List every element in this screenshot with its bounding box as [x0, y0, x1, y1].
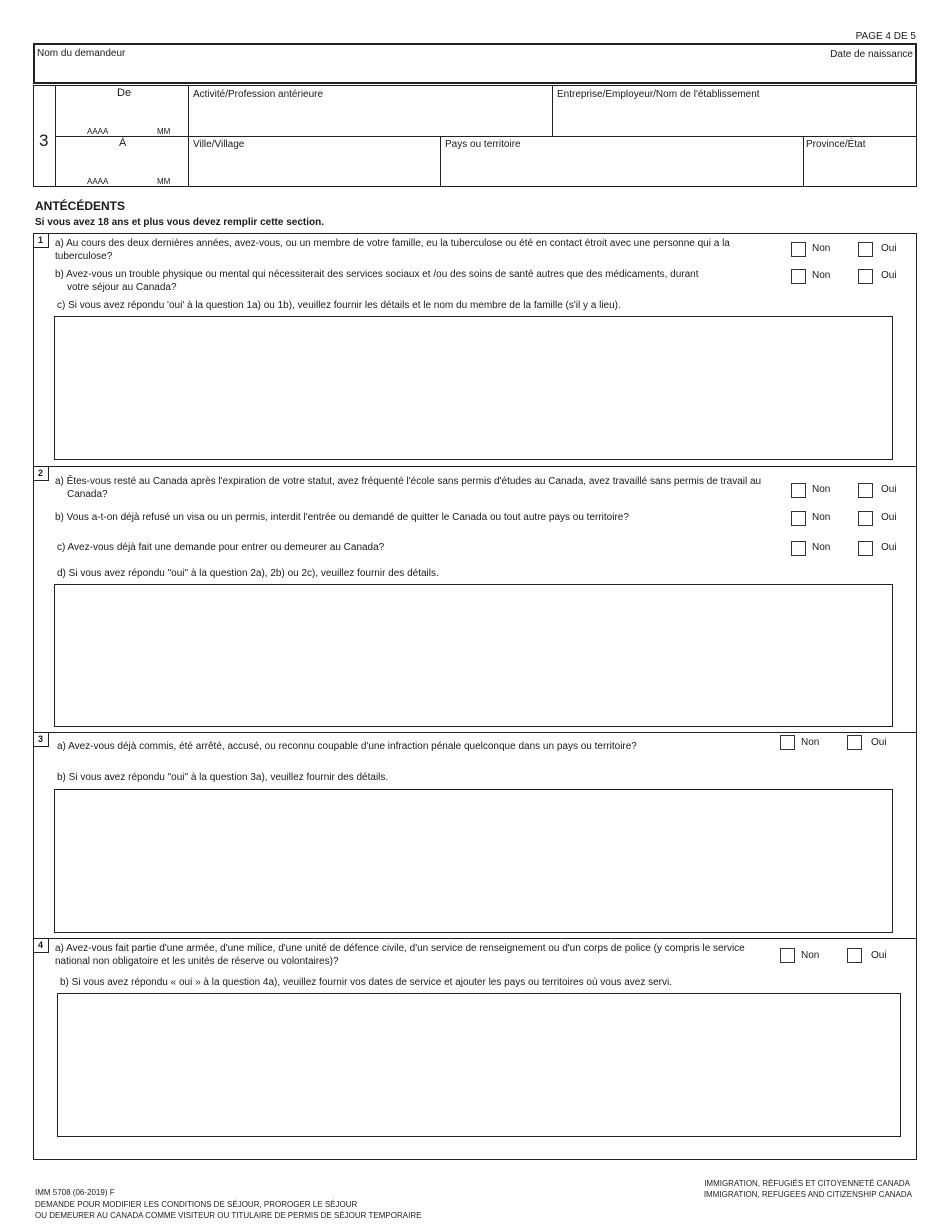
applicant-header-box	[33, 43, 917, 84]
q2c-no-checkbox[interactable]	[791, 541, 806, 556]
form-title-line1: DEMANDE POUR MODIFIER LES CONDITIONS DE SÉJOUR, PROROGER LE SÉJOUR	[35, 1200, 358, 1209]
question-1c-text: c) Si vous avez répondu 'oui' à la question 1a) ou 1b), veuillez fournir les détails et le nom du membre de la famille (s'il y a lieu).	[57, 300, 621, 311]
question-4b-text: b) Si vous avez répondu « oui » à la question 4a), veuillez fournir vos dates de service et ajouter les pays ou territoires où vous avez servi.	[60, 977, 672, 988]
q3a-no-label: Non	[801, 737, 820, 748]
q4a-no-checkbox[interactable]	[780, 948, 795, 963]
country-label: Pays ou territoire	[445, 139, 521, 150]
section-title: ANTÉCÉDENTS	[35, 199, 126, 213]
q1-details-textarea[interactable]	[54, 316, 893, 460]
q2b-yes-checkbox[interactable]	[858, 511, 873, 526]
q2a-yes-checkbox[interactable]	[858, 483, 873, 498]
section-subtitle: Si vous avez 18 ans et plus vous devez remplir cette section.	[35, 217, 325, 228]
to-date-input[interactable]	[56, 150, 187, 176]
q2c-yes-label: Oui	[881, 542, 897, 553]
q2c-no-label: Non	[812, 542, 831, 553]
question-2a-text: a) Êtes-vous resté au Canada après l'expiration de votre statut, avez fréquenté l'école sans permis d'études au Canada, avez travaillé sans permis de travail au	[55, 476, 762, 487]
form-title-line2: OU DEMEURER AU CANADA COMME VISITEUR OU TITULAIRE DE PERMIS DE SÉJOUR TEMPORAIRE	[35, 1211, 422, 1220]
city-input[interactable]	[190, 152, 438, 185]
from-date-input[interactable]	[56, 100, 187, 126]
q2a-yes-label: Oui	[881, 484, 897, 495]
question-3-number: 3	[34, 733, 49, 747]
q2b-no-label: Non	[812, 512, 831, 523]
activity-input[interactable]	[190, 102, 550, 134]
page-number: PAGE 4 DE 5	[855, 31, 916, 42]
question-2-number: 2	[34, 467, 49, 481]
q2b-yes-label: Oui	[881, 512, 897, 523]
question-1a-text-cont: tuberculose?	[55, 251, 113, 262]
to-year-label: AAAA	[87, 177, 109, 186]
question-2d-text: d) Si vous avez répondu "oui" à la question 2a), 2b) ou 2c), veuillez fournir des détails.	[57, 568, 439, 579]
date-of-birth-label: Date de naissance	[830, 49, 913, 60]
q1a-yes-label: Oui	[881, 243, 897, 254]
q1b-no-label: Non	[812, 270, 831, 281]
from-month-label: MM	[157, 127, 171, 136]
question-4a-text-cont: national non obligatoire et les unités de réserve ou volontaires)?	[55, 956, 339, 967]
country-input[interactable]	[442, 152, 801, 185]
q1a-no-checkbox[interactable]	[791, 242, 806, 257]
department-name-fr: IMMIGRATION, RÉFUGIÉS ET CITOYENNETÉ CANADA	[704, 1179, 910, 1188]
province-input[interactable]	[805, 152, 915, 185]
question-3a-text: a) Avez-vous déjà commis, été arrêté, accusé, ou reconnu coupable d'une infraction pénale quelconque dans un pays ou territoire?	[57, 741, 637, 752]
q1a-yes-checkbox[interactable]	[858, 242, 873, 257]
q1b-yes-label: Oui	[881, 270, 897, 281]
q2a-no-checkbox[interactable]	[791, 483, 806, 498]
q3a-yes-label: Oui	[871, 737, 887, 748]
q2-details-textarea[interactable]	[54, 584, 893, 727]
activity-label: Activité/Profession antérieure	[193, 89, 324, 100]
question-2b-text: b) Vous a-t-on déjà refusé un visa ou un permis, interdit l'entrée ou demandé de quitter le Canada ou tout autre pays ou territoire?	[55, 512, 629, 523]
question-4-number: 4	[34, 939, 49, 953]
question-1a-text: a) Au cours des deux dernières années, avez-vous, ou un membre de votre famille, eu la tuberculose ou été en contact étroit avec une personne qui a la	[55, 238, 730, 249]
to-month-label: MM	[157, 177, 171, 186]
q3a-no-checkbox[interactable]	[780, 735, 795, 750]
employer-label: Entreprise/Employeur/Nom de l'établissement	[557, 89, 760, 100]
question-2a-text-cont: Canada?	[67, 489, 108, 500]
q4-details-textarea[interactable]	[57, 993, 901, 1137]
q1b-no-checkbox[interactable]	[791, 269, 806, 284]
question-1-number: 1	[34, 234, 49, 248]
q3-details-textarea[interactable]	[54, 789, 893, 933]
from-label: De	[117, 87, 132, 99]
q4a-yes-checkbox[interactable]	[847, 948, 862, 963]
q4a-yes-label: Oui	[871, 950, 887, 961]
question-1b-text-cont: votre séjour au Canada?	[67, 282, 177, 293]
from-year-label: AAAA	[87, 127, 109, 136]
question-4a-text: a) Avez-vous fait partie d'une armée, d'une milice, d'une unité de défence civile, d'un service de renseignement ou d'un corps de police (y compris le service	[55, 943, 745, 954]
row-number: 3	[39, 131, 49, 150]
question-2c-text: c) Avez-vous déjà fait une demande pour entrer ou demeurer au Canada?	[57, 542, 385, 553]
city-label: Ville/Village	[193, 139, 245, 150]
q2b-no-checkbox[interactable]	[791, 511, 806, 526]
q3a-yes-checkbox[interactable]	[847, 735, 862, 750]
to-label: À	[119, 137, 127, 149]
q4a-no-label: Non	[801, 950, 820, 961]
question-1b-text: b) Avez-vous un trouble physique ou mental qui nécessiterait des services sociaux et /ou des soins de santé autres que des médicaments, durant	[55, 269, 699, 280]
q1b-yes-checkbox[interactable]	[858, 269, 873, 284]
province-label: Province/État	[806, 139, 866, 150]
department-name-en: IMMIGRATION, REFUGEES AND CITIZENSHIP CANADA	[703, 1190, 912, 1199]
form-id: IMM 5708 (06-2019) F	[35, 1188, 115, 1197]
employer-input[interactable]	[554, 102, 914, 134]
q2c-yes-checkbox[interactable]	[858, 541, 873, 556]
q1a-no-label: Non	[812, 243, 831, 254]
applicant-name-label: Nom du demandeur	[37, 48, 126, 59]
question-3b-text: b) Si vous avez répondu "oui" à la question 3a), veuillez fournir des détails.	[57, 772, 389, 783]
q2a-no-label: Non	[812, 484, 831, 495]
